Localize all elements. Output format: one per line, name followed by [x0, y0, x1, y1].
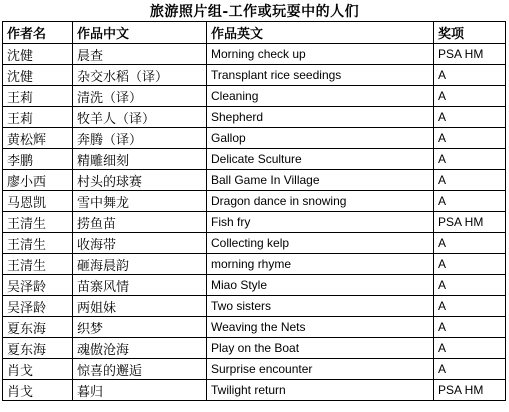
table-row — [3, 65, 506, 86]
cell-title-cn: 苗寨风情 — [73, 275, 207, 296]
cell-title-cn: 砸海晨韵 — [73, 254, 207, 275]
cell-title-en: Shepherd — [207, 107, 434, 128]
cell-title-cn: 晨查 — [73, 44, 207, 65]
cell-author: 沈健 — [3, 44, 73, 65]
cell-author: 李鹏 — [3, 149, 73, 170]
cell-award: A — [434, 296, 506, 317]
cell-award: PSA HM — [434, 212, 506, 233]
table-row — [3, 254, 506, 275]
cell-award: A — [434, 170, 506, 191]
cell-title-en: Transplant rice seedings — [207, 65, 434, 86]
table-row — [3, 317, 506, 338]
cell-title-cn: 村头的球赛 — [73, 170, 207, 191]
table-row — [3, 212, 506, 233]
cell-author: 吴泽龄 — [3, 296, 73, 317]
table-row — [3, 128, 506, 149]
header-title-cn: 作品中文 — [73, 22, 207, 44]
cell-title-en: Dragon dance in snowing — [207, 191, 434, 212]
cell-title-cn: 两姐妹 — [73, 296, 207, 317]
table-row — [3, 149, 506, 170]
cell-award: A — [434, 254, 506, 275]
cell-title-en: Collecting kelp — [207, 233, 434, 254]
cell-award: A — [434, 65, 506, 86]
cell-author: 马恩凯 — [3, 191, 73, 212]
cell-author: 沈健 — [3, 65, 73, 86]
cell-award: A — [434, 149, 506, 170]
table-row — [3, 296, 506, 317]
table-row — [3, 107, 506, 128]
cell-title-en: Play on the Boat — [207, 338, 434, 359]
cell-title-cn: 魂傲沧海 — [73, 338, 207, 359]
cell-title-en: Two sisters — [207, 296, 434, 317]
cell-author: 肖戈 — [3, 359, 73, 380]
cell-title-cn: 精雕细刻 — [73, 149, 207, 170]
cell-title-cn: 牧羊人（译） — [73, 107, 207, 128]
cell-award: A — [434, 128, 506, 149]
cell-title-en: Ball Game In Village — [207, 170, 434, 191]
cell-award: A — [434, 275, 506, 296]
cell-author: 王清生 — [3, 254, 73, 275]
table-row — [3, 275, 506, 296]
cell-award: A — [434, 191, 506, 212]
cell-title-en: Weaving the Nets — [207, 317, 434, 338]
cell-author: 王清生 — [3, 233, 73, 254]
table-body — [3, 44, 506, 401]
table-row — [3, 338, 506, 359]
cell-author: 肖戈 — [3, 380, 73, 401]
awards-table — [2, 21, 506, 401]
cell-title-cn: 清洗（译） — [73, 86, 207, 107]
cell-author: 王清生 — [3, 212, 73, 233]
cell-title-cn: 雪中舞龙 — [73, 191, 207, 212]
table-row — [3, 233, 506, 254]
cell-title-cn: 捞鱼苗 — [73, 212, 207, 233]
table-row — [3, 359, 506, 380]
cell-title-cn: 惊喜的邂逅 — [73, 359, 207, 380]
cell-award: A — [434, 338, 506, 359]
page-title: 旅游照片组-工作或玩耍中的人们 — [149, 4, 360, 20]
cell-title-en: Morning check up — [207, 44, 434, 65]
cell-title-cn: 收海带 — [73, 233, 207, 254]
cell-title-en: Delicate Sculture — [207, 149, 434, 170]
cell-award: A — [434, 107, 506, 128]
header-award: 奖项 — [434, 22, 506, 44]
cell-author: 黄松辉 — [3, 128, 73, 149]
cell-award: A — [434, 359, 506, 380]
table-row — [3, 191, 506, 212]
table-row — [3, 380, 506, 401]
cell-award: PSA HM — [434, 380, 506, 401]
cell-title-en: Surprise encounter — [207, 359, 434, 380]
cell-title-cn: 暮归 — [73, 380, 207, 401]
cell-award: A — [434, 233, 506, 254]
cell-award: PSA HM — [434, 44, 506, 65]
cell-title-en: Twilight return — [207, 380, 434, 401]
cell-author: 吴泽龄 — [3, 275, 73, 296]
cell-title-cn: 织梦 — [73, 317, 207, 338]
cell-title-en: morning rhyme — [207, 254, 434, 275]
cell-title-en: Gallop — [207, 128, 434, 149]
cell-author: 王莉 — [3, 86, 73, 107]
header-title-en: 作品英文 — [207, 22, 434, 44]
cell-title-en: Miao Style — [207, 275, 434, 296]
cell-title-cn: 杂交水稻（译） — [73, 65, 207, 86]
header-author: 作者名 — [3, 22, 73, 44]
cell-author: 夏东海 — [3, 338, 73, 359]
table-row — [3, 86, 506, 107]
table-header-row — [3, 22, 506, 44]
cell-title-en: Cleaning — [207, 86, 434, 107]
cell-author: 廖小西 — [3, 170, 73, 191]
table-row — [3, 170, 506, 191]
cell-award: A — [434, 86, 506, 107]
cell-award: A — [434, 317, 506, 338]
table-row — [3, 44, 506, 65]
cell-title-en: Fish fry — [207, 212, 434, 233]
cell-title-cn: 奔腾（译） — [73, 128, 207, 149]
cell-author: 王莉 — [3, 107, 73, 128]
cell-author: 夏东海 — [3, 317, 73, 338]
